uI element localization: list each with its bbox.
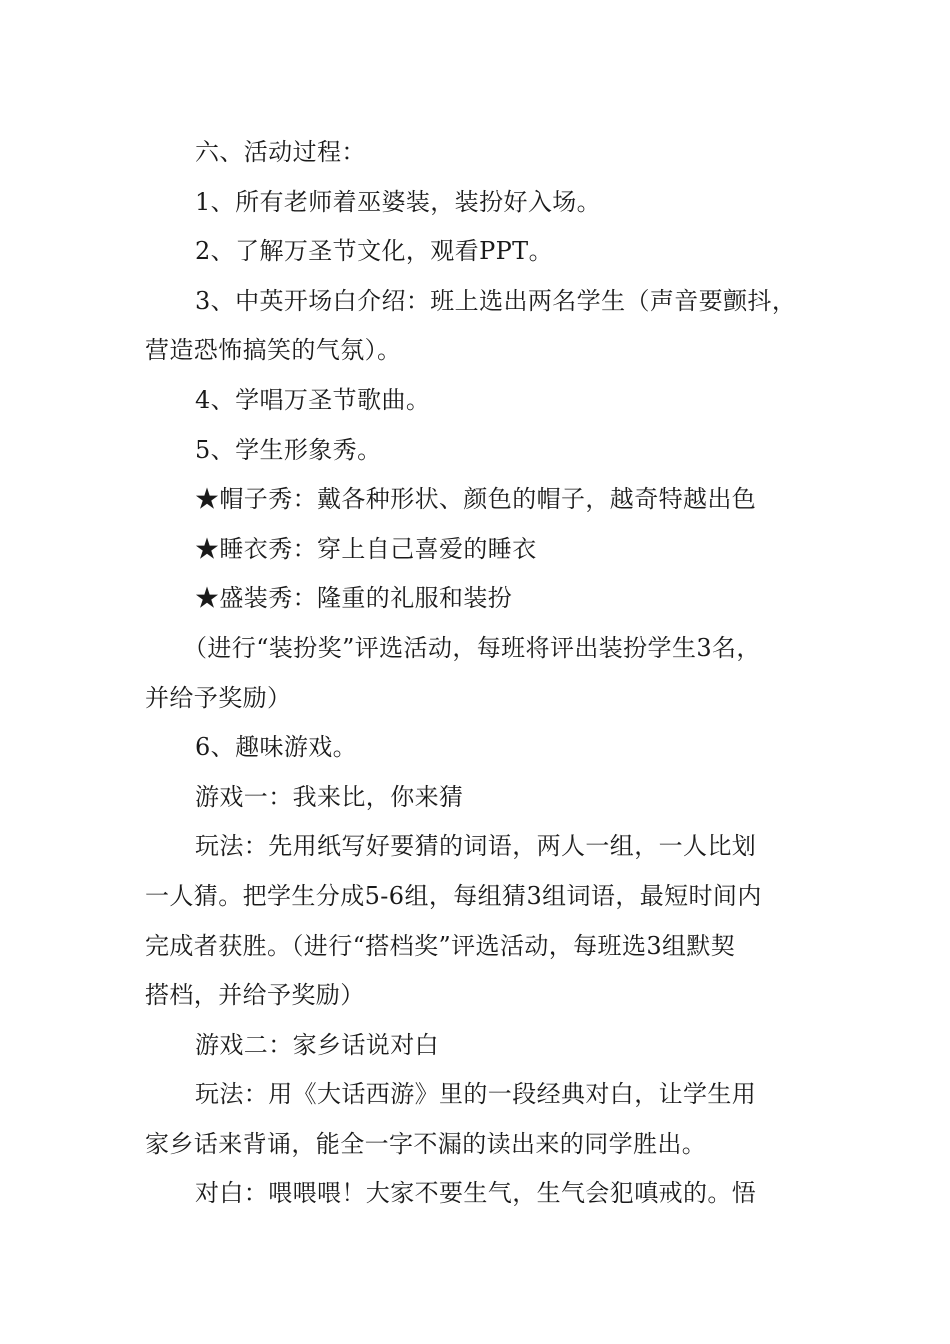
game-title [145,773,825,823]
dialogue-paragraph [145,1169,825,1219]
note-paragraph [145,624,825,723]
paragraph-line: ★睡衣秀：穿上自己喜爱的睡衣 [195,534,537,563]
paragraph-line: （进行“装扮奖”评选活动，每班将评出装扮学生3名， [183,633,761,662]
paragraph-line: 玩法：用《大话西游》里的一段经典对白，让学生用 [195,1080,757,1109]
star-item [145,525,825,575]
paragraph-line: 家乡话来背诵，能全一字不漏的读出来的同学胜出。 [145,1129,707,1158]
list-item [145,723,825,773]
paragraph-line: 搭档，并给予奖励） [145,981,365,1010]
paragraph-line: 完成者获胜。（进行“搭档奖”评选活动，每班选3组默契 [145,931,736,960]
list-item [145,277,825,376]
paragraph-line: 对白：喂喂喂！大家不要生气，生气会犯嗔戒的。悟 [195,1179,757,1208]
paragraph-line: ★帽子秀：戴各种形状、颜色的帽子，越奇特越出色 [195,485,757,514]
star-item [145,574,825,624]
paragraph-line: 并给予奖励） [145,683,292,712]
paragraph-line: 6、趣味游戏。 [195,733,358,762]
paragraph-line: 2、了解万圣节文化，观看PPT。 [195,237,553,266]
rules-paragraph [145,822,825,1020]
rules-paragraph [145,1070,825,1169]
paragraph-line: 游戏一：我来比，你来猜 [195,782,464,811]
document-body [145,128,825,1219]
paragraph-line: 游戏二：家乡话说对白 [195,1030,439,1059]
list-item [145,178,825,228]
list-item [145,227,825,277]
section-heading [145,128,825,178]
paragraph-line: 3、中英开场白介绍：班上选出两名学生（声音要颤抖， [195,286,797,315]
paragraph-line: 玩法：先用纸写好要猜的词语，两人一组，一人比划 [195,832,757,861]
paragraph-line: 1、所有老师着巫婆装，装扮好入场。 [195,187,602,216]
paragraph-line: 4、学唱万圣节歌曲。 [195,385,431,414]
paragraph-line: 5、学生形象秀。 [195,435,382,464]
paragraph-line: ★盛装秀：隆重的礼服和装扮 [195,584,513,613]
paragraph-line: 六、活动过程： [195,138,366,166]
paragraph-line: 营造恐怖搞笑的气氛）。 [145,336,402,365]
game-title [145,1021,825,1071]
paragraph-line: 一人猜。把学生分成5-6组，每组猜3组词语，最短时间内 [145,881,762,910]
star-item [145,475,825,525]
list-item [145,376,825,426]
list-item [145,426,825,476]
